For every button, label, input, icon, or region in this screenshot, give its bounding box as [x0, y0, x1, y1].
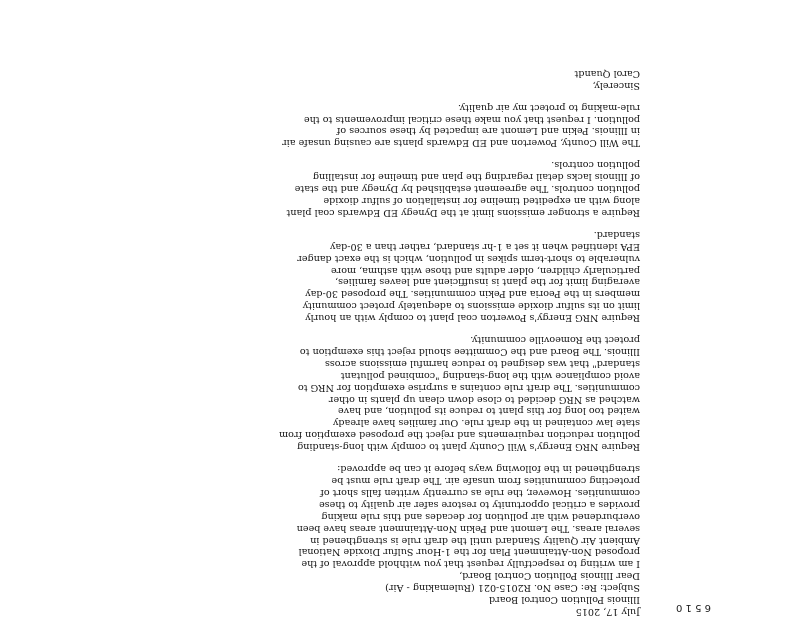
paragraph-line: Require a stronger emissions limit at the Dynegy ED Edwards coal plant — [286, 206, 640, 218]
paragraph-line: members in the Peoria and Pekin communities. The proposed 30-day — [305, 288, 640, 300]
letter-salutation: Dear Illinois Pollution Control Board, — [459, 570, 640, 582]
paragraph-line: protecting communities from unsafe air. The draft rule must be — [331, 475, 640, 487]
paragraph-line: I am writing to respectfully request that you withhold approval of the — [301, 558, 640, 570]
paragraph-line: in Illinois. Pekin and Lemont are impacted by these sources of — [336, 125, 640, 137]
paragraph-line: several areas. The Lemont and Pekin Non-Attainment areas have been — [296, 522, 640, 534]
paragraph-line: protect the Romeoville community. — [470, 334, 640, 346]
paragraph-summary — [70, 101, 640, 149]
paragraph-line: standard" that was designed to reduce harmful emissions across — [324, 357, 640, 369]
paragraph-request — [70, 462, 640, 569]
letter-recipient: Illinois Pollution Control Board — [489, 594, 640, 606]
paragraph-ed-edwards — [70, 158, 640, 218]
paragraph-line: vulnerable to short-term spikes in pollution, which is the exact danger — [297, 252, 640, 264]
paragraph-line: of Illinois lacks detail regarding the plan and timeline for installing — [312, 171, 640, 183]
letter-subject: Subject: Re: Case No. R2015-021 (Rulemaking - Air) — [385, 582, 640, 594]
paragraph-line: strengthened in the following ways before it can be approved: — [337, 463, 640, 475]
paragraph-line: waited too long for this plant to reduce its pollution, and have — [337, 405, 640, 417]
paragraph-line: overburdened with air pollution for decades and this rule making — [321, 510, 640, 522]
letter-date: July 17, 2015 — [575, 606, 640, 617]
letter-body — [70, 67, 640, 617]
paragraph-powerton — [70, 228, 640, 323]
paragraph-line: proposed Non-Attainment Plan for the 1-Hour Sulfur Dioxide National — [298, 546, 640, 558]
paragraph-line: limit on its sulfur dioxide emissions to adequately protect community — [302, 300, 640, 312]
paragraph-line: pollution controls. The agreement established by Dynegy and the state — [294, 183, 640, 195]
paragraph-line: averaging limit for the plant is insufficient and leaves families, — [335, 276, 640, 288]
paragraph-line: Require NRG Energy's Powerton coal plant to comply with an hourly — [305, 312, 640, 324]
page-mark: 6 5 1 0 — [676, 602, 711, 613]
paragraph-line: pollution. I request that you make these critical improvements to the — [303, 113, 640, 125]
paragraph-line: communities. However, the rule as currently written falls short of — [320, 486, 640, 498]
paragraph-line: particularly children, older adults and those with asthma, more — [330, 264, 640, 276]
letter-closing: Sincerely, — [592, 79, 640, 91]
paragraph-line: communities. The draft rule contains a surprise exemption for NRG to — [297, 381, 640, 393]
paragraph-line: watched as NRG decided to close down clean up plants in other — [328, 393, 640, 405]
paragraph-line: standard. — [593, 228, 640, 240]
paragraph-line: The Will County, Powerton and ED Edwards plants are causing unsafe air — [282, 137, 640, 149]
paragraph-will-county — [70, 333, 640, 452]
paragraph-line: pollution reduction requirements and reject the proposed exemption from — [279, 429, 640, 441]
paragraph-line: along with an expedited timeline for installation of sulfur dioxide — [323, 195, 640, 206]
paragraph-line: avoid compliance with the long-standing "combined pollutant — [340, 369, 640, 381]
paragraph-line: Illinois. The Board and the Committee should reject this exemption to — [299, 345, 640, 357]
paragraph-line: state law contained in the draft rule. Our families have already — [333, 417, 640, 429]
paragraph-line: Ambient Air Quality Standard until the draft rule is strengthened in — [310, 534, 640, 546]
paragraph-line: Require NRG Energy's Will County plant to comply with long-standing — [297, 441, 640, 453]
paragraph-line: rule-making to protect my air quality. — [457, 101, 640, 113]
paragraph-line: EPA identified when it set a 1-hr standard, rather than a 30-day — [329, 240, 640, 252]
letter-signature: Carol Quandt — [574, 67, 640, 79]
paragraph-line: provides a critical opportunity to restore safer air quality to these — [319, 498, 640, 510]
paragraph-line: pollution controls. — [551, 159, 640, 171]
